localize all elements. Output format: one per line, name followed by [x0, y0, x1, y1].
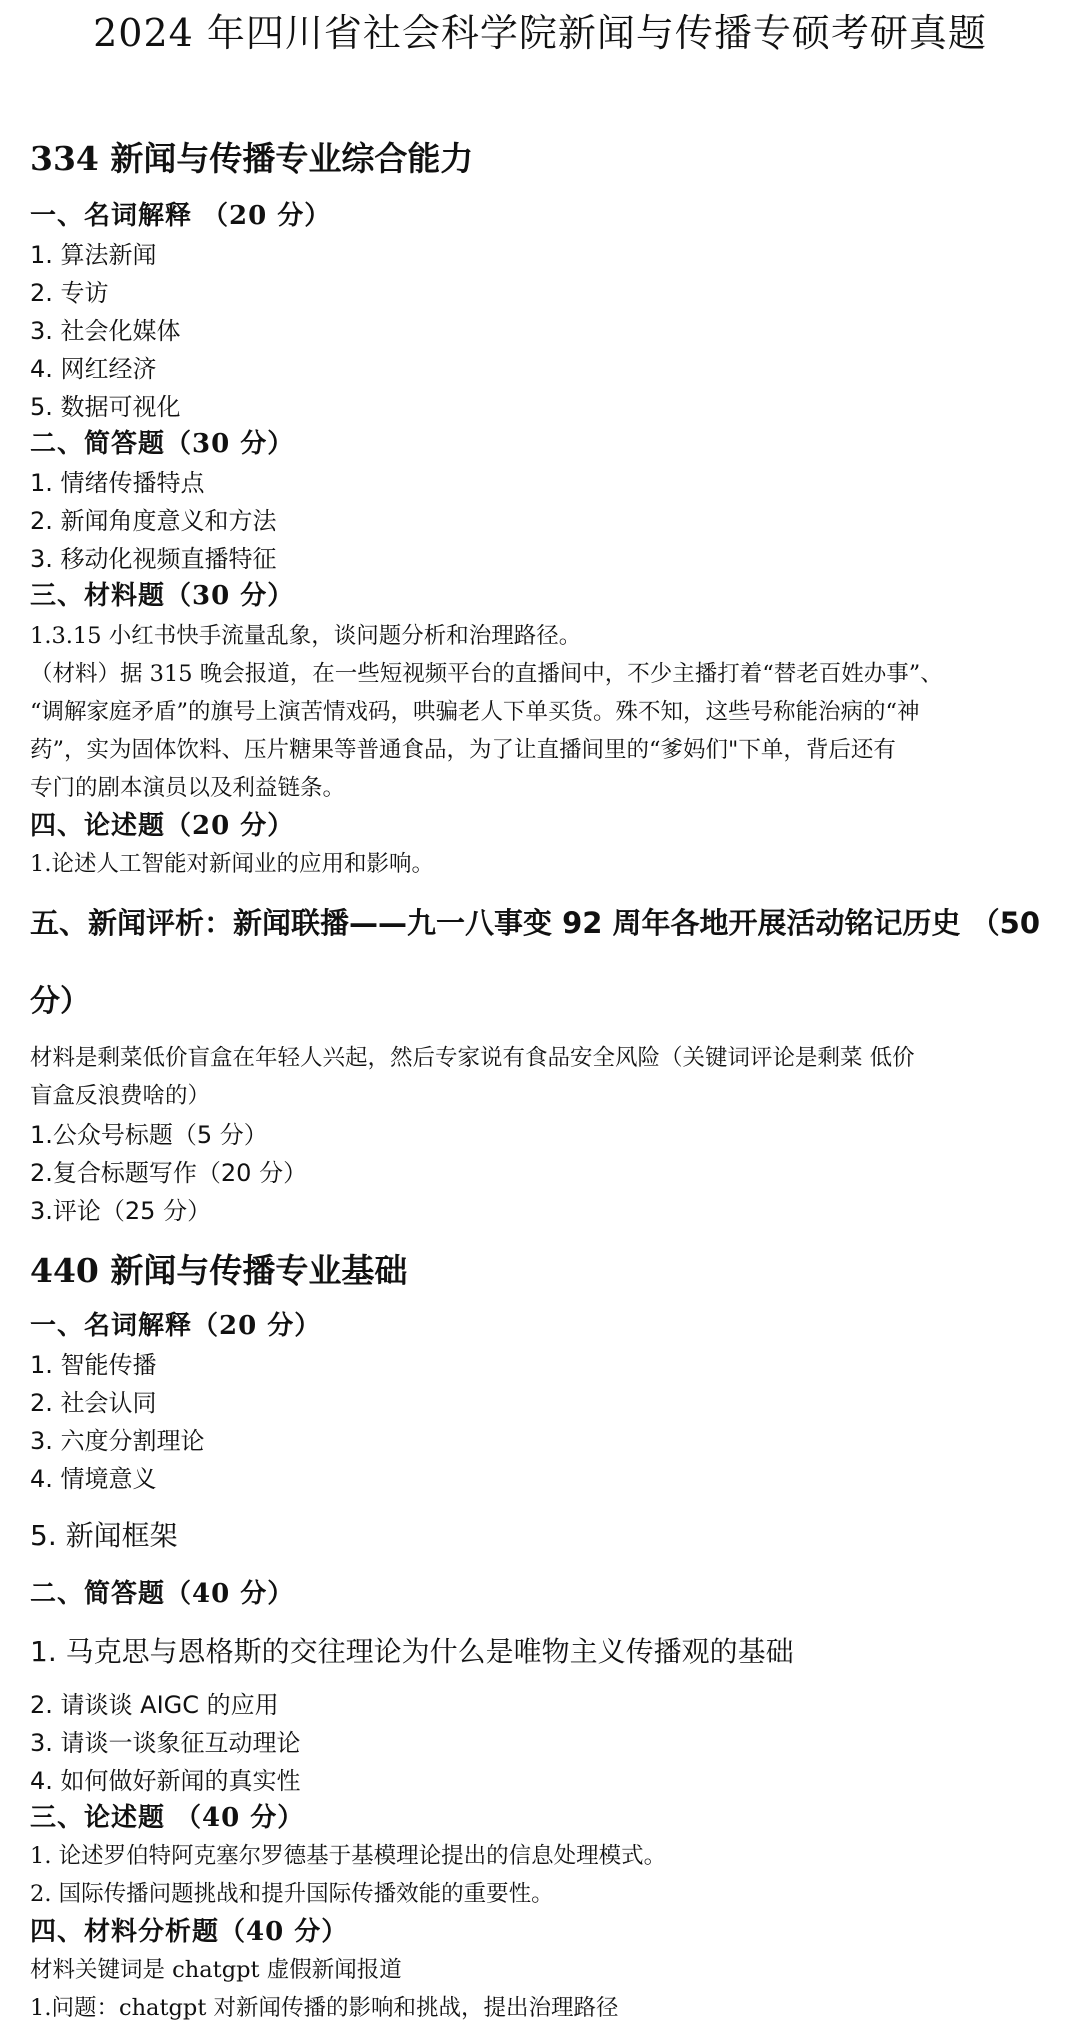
list-item: 1. 算法新闻: [30, 241, 157, 269]
list-item: 4. 如何做好新闻的真实性: [30, 1767, 301, 1795]
list-item: 2. 新闻角度意义和方法: [30, 507, 277, 535]
list-item: 3. 社会化媒体: [30, 317, 181, 345]
material-line: “调解家庭矛盾”的旗号上演苦情戏码，哄骗老人下单买货。殊不知，这些号称能治病的“神: [30, 699, 920, 725]
section-heading: 一、名词解释 （20 分）: [30, 201, 332, 231]
list-item: 2. 社会认同: [30, 1389, 157, 1417]
material-line: 材料是剩菜低价盲盒在年轻人兴起，然后专家说有食品安全风险（关键词评论是剩菜 低价: [30, 1045, 915, 1071]
section-heading: 三、论述题 （40 分）: [30, 1803, 305, 1833]
material-line: 盲盒反浪费啥的）: [30, 1083, 211, 1109]
list-item: 4. 网红经济: [30, 355, 157, 383]
section-heading: 二、简答题（30 分）: [30, 429, 295, 459]
list-item: 2. 国际传播问题挑战和提升国际传播效能的重要性。: [30, 1881, 554, 1907]
list-item: 1.公众号标题（5 分）: [30, 1121, 268, 1149]
list-item: 5. 新闻框架: [30, 1519, 178, 1552]
material-line: 药”，实为固体饮料、压片糖果等普通食品，为了让直播间里的“爹妈们"下单，背后还有: [30, 737, 896, 763]
list-item: 4. 情境意义: [30, 1465, 157, 1493]
list-item: 3. 六度分割理论: [30, 1427, 205, 1455]
section-heading: 二、简答题（40 分）: [30, 1579, 295, 1609]
section-heading: 一、名词解释（20 分）: [30, 1311, 322, 1341]
list-item: 2. 请谈谈 AIGC 的应用: [30, 1691, 279, 1719]
section-heading: 五、新闻评析：新闻联播——九一八事变 92 周年各地开展活动铭记历史 （50: [30, 906, 1041, 940]
list-item: 2. 专访: [30, 279, 109, 307]
material-line: 专门的剧本演员以及利益链条。: [30, 775, 346, 801]
list-item: 1. 智能传播: [30, 1351, 157, 1379]
material-line: 材料关键词是 chatgpt 虚假新闻报道: [30, 1957, 402, 1983]
list-item: 3. 请谈一谈象征互动理论: [30, 1729, 301, 1757]
list-item: 3. 移动化视频直播特征: [30, 545, 277, 573]
part-heading-334: 334 新闻与传播专业综合能力: [30, 139, 474, 178]
material-line: （材料）据 315 晚会报道，在一些短视频平台的直播间中，不少主播打着“替老百姓办事”、: [30, 661, 943, 687]
list-item: 1. 马克思与恩格斯的交往理论为什么是唯物主义传播观的基础: [30, 1635, 794, 1668]
list-item: 1. 论述罗伯特阿克塞尔罗德基于基模理论提出的信息处理模式。: [30, 1843, 667, 1869]
list-item: 1.论述人工智能对新闻业的应用和影响。: [30, 851, 434, 877]
list-item: 2.复合标题写作（20 分）: [30, 1159, 308, 1187]
list-item: 1. 情绪传播特点: [30, 469, 205, 497]
document-title: 2024 年四川省社会科学院新闻与传播专硕考研真题: [93, 11, 987, 55]
section-heading: 三、材料题（30 分）: [30, 581, 295, 611]
part-heading-440: 440 新闻与传播专业基础: [30, 1251, 408, 1290]
section-heading-continued: 分）: [30, 984, 90, 1019]
list-item: 1.问题：chatgpt 对新闻传播的影响和挑战，提出治理路径: [30, 1995, 619, 2021]
list-item: 5. 数据可视化: [30, 393, 181, 421]
question-text: 1.3.15 小红书快手流量乱象，谈问题分析和治理路径。: [30, 623, 582, 649]
section-heading: 四、材料分析题（40 分）: [30, 1917, 349, 1947]
list-item: 3.评论（25 分）: [30, 1197, 212, 1225]
section-heading: 四、论述题（20 分）: [30, 811, 295, 841]
